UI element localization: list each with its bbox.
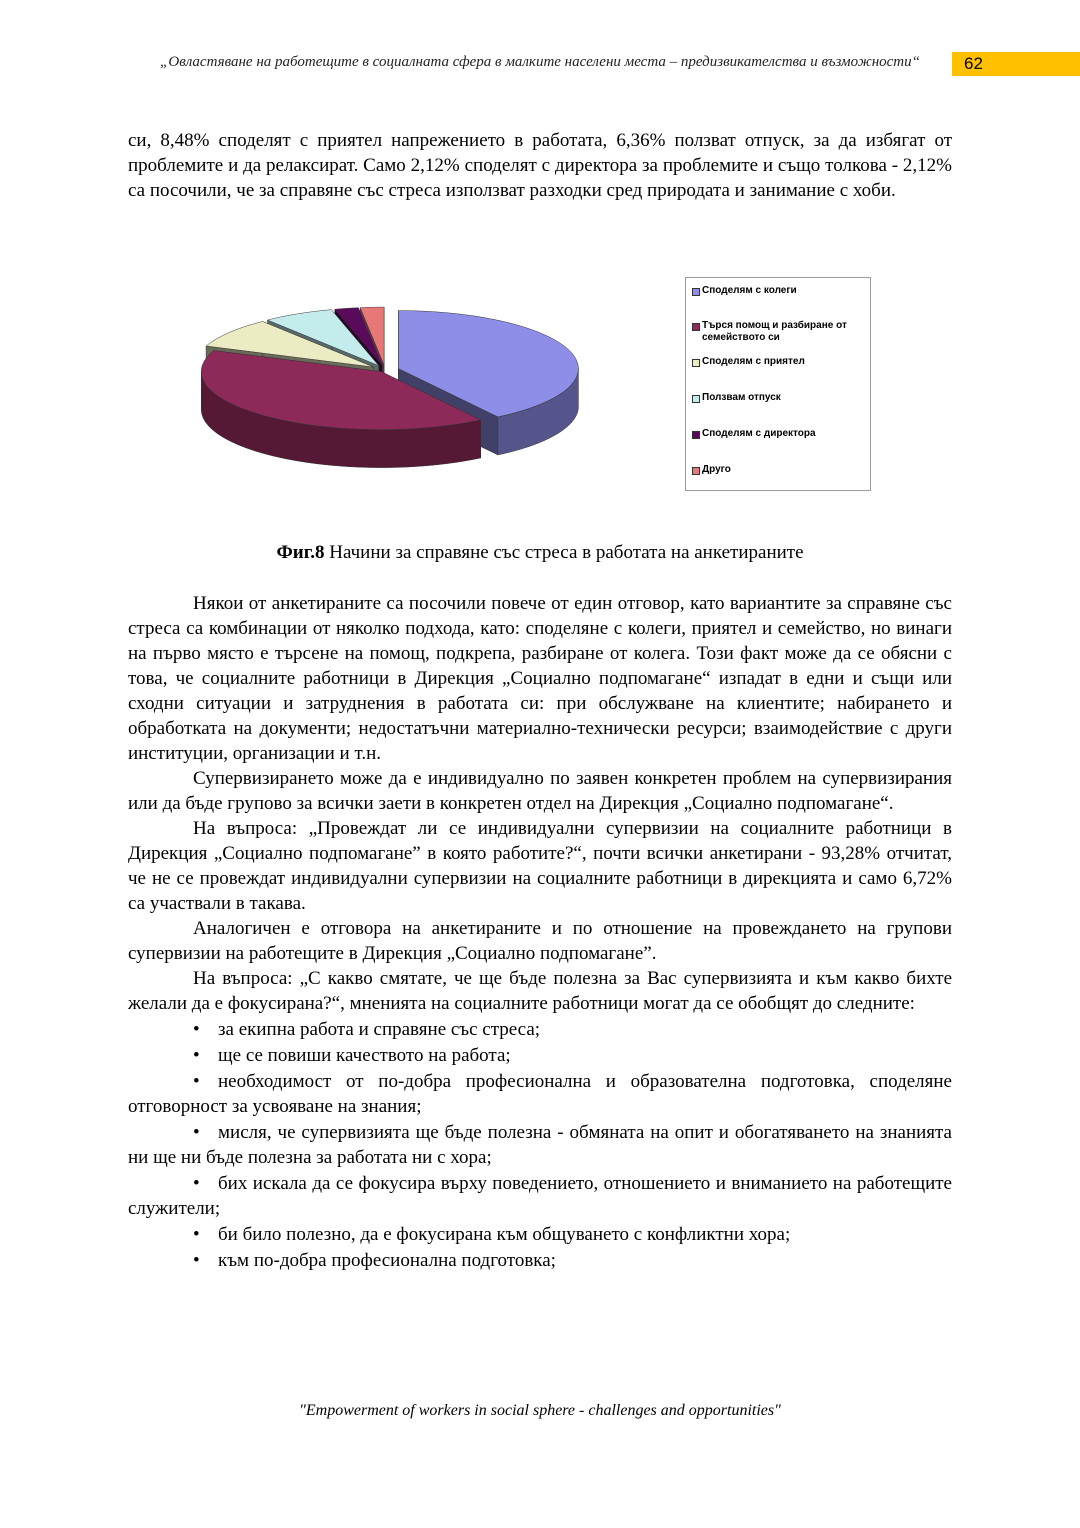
- bullet-item: • ще се повиши качеството на работа;: [193, 1045, 511, 1066]
- legend-label: Ползвам отпуск: [702, 392, 781, 403]
- chart-legend: [685, 277, 871, 491]
- paragraph: Супервизирането може да е индивидуално по заявен конкретен проблем на супервизирания или да бъде групово за всички заети в конкретен отдел на Дирекция „Социално подпомагане“.: [128, 768, 952, 814]
- legend-label: Друго: [702, 464, 731, 475]
- legend-swatch: [692, 323, 700, 331]
- legend-item: [692, 392, 867, 404]
- figure-caption-text: Начини за справяне със стреса в работата на анкетираните: [324, 542, 804, 563]
- bullet-item: • би било полезно, да е фокусирана към общуването с конфликтни хора;: [193, 1224, 791, 1245]
- legend-item: [692, 320, 867, 344]
- legend-swatch: [692, 467, 700, 475]
- legend-item: [692, 464, 867, 476]
- running-header: „Овластяване на работещите в социалната сфера в малките населени места – предизвикателства и възможности“: [160, 54, 920, 70]
- legend-swatch: [692, 359, 700, 367]
- legend-item: [692, 428, 867, 440]
- figure-label: Фиг.8: [276, 542, 325, 563]
- intro-paragraph: [128, 128, 952, 203]
- bullet-item: • бих искала да се фокусира върху поведението, отношението и вниманието на работещите служители;: [128, 1173, 952, 1219]
- legend-swatch: [692, 395, 700, 403]
- legend-label: Споделям с колеги: [702, 285, 797, 296]
- figure-caption: [0, 542, 1080, 564]
- paragraph: На въпроса: „С какво смятате, че ще бъде полезна за Вас супервизията и към какво бихте желали да е фокусирана?“, мненията на социалните работници могат да се обобщят до следните:: [128, 968, 952, 1014]
- legend-label: Споделям с приятел: [702, 356, 805, 367]
- paragraph: Някои от анкетираните са посочили повече от един отговор, като вариантите за справяне със стреса са комбинации от няколко подхода, като: споделяне с колеги, приятел и семейство, но винаги на първо място е търсене на помощ, подкрепа, разбиране от колега. Този факт може да се обясни с това, че социалните работници в Дирекция „Социално подпомагане“ изпадат в едни и същи или сходни ситуации и затруднения в работата си: при обслужване на клиентите; набирането и обработката на документи; недостатъчни материално-технически ресурси; взаимодействие с други институции, организации и т.н.: [128, 593, 952, 764]
- bullet-item: • мисля, че супервизията ще бъде полезна - обмяната на опит и обогатяването на знанията ни ще ни бъде полезна за работата ни с хора;: [128, 1122, 952, 1168]
- paragraph: Аналогичен е отговора на анкетираните и по отношение на провеждането на групови супервизии на работещите в Дирекция „Социално подпомагане”.: [128, 918, 952, 964]
- bullet-text: необходимост от по-добра професионална и образователна подготовка, споделяне отговорност за усвояване на знания;: [128, 1071, 952, 1117]
- legend-item: [692, 285, 867, 297]
- bullet-text: бих искала да се фокусира върху поведението, отношението и вниманието на работещите служители;: [128, 1173, 952, 1219]
- legend-swatch: [692, 288, 700, 296]
- legend-item: [692, 356, 867, 368]
- bullet-text: мисля, че супервизията ще бъде полезна - обмяната на опит и обогатяването на знанията ни ще ни бъде полезна за работата ни с хора;: [128, 1122, 952, 1168]
- legend-label: Споделям с директора: [702, 428, 816, 439]
- bullet-text: за екипна работа и справяне със стреса;: [218, 1019, 541, 1040]
- bullet-text: би било полезно, да е фокусирана към общуването с конфликтни хора;: [218, 1224, 791, 1245]
- bullet-item: • необходимост от по-добра професионална и образователна подготовка, споделяне отговорност за усвояване на знания;: [128, 1071, 952, 1117]
- paragraph: На въпроса: „Провеждат ли се индивидуални супервизии на социалните работници в Дирекция „Социално подпомагане” в която работите?“, почти всички анкетирани - 93,28% отчитат, че не се провеждат индивидуални супервизии на социалните работници в дирекцията и само 6,72% са участвали в такава.: [128, 818, 952, 914]
- page-number: 62: [952, 52, 1080, 76]
- bullet-text: ще се повиши качеството на работа;: [218, 1045, 511, 1066]
- legend-swatch: [692, 431, 700, 439]
- bullet-item: • за екипна работа и справяне със стреса;: [193, 1019, 541, 1040]
- intro-text: си, 8,48% споделят с приятел напрежението в работата, 6,36% ползват отпуск, за да избягат от проблемите и да релаксират. Само 2,12% споделят с директора за проблемите и също толкова - 2,12% са посочили, че за справяне със стреса използват разходки сред природата и занимание с хоби.: [128, 130, 952, 201]
- bullet-item: • към по-добра професионална подготовка;: [193, 1250, 556, 1271]
- bullet-text: към по-добра професионална подготовка;: [218, 1250, 556, 1271]
- running-footer: "Empowerment of workers in social sphere - challenges and opportunities": [299, 1402, 781, 1419]
- pie-chart: [180, 290, 600, 470]
- legend-label: Търся помощ и разбиране от семейството си: [702, 320, 847, 343]
- body-text: [128, 591, 952, 1274]
